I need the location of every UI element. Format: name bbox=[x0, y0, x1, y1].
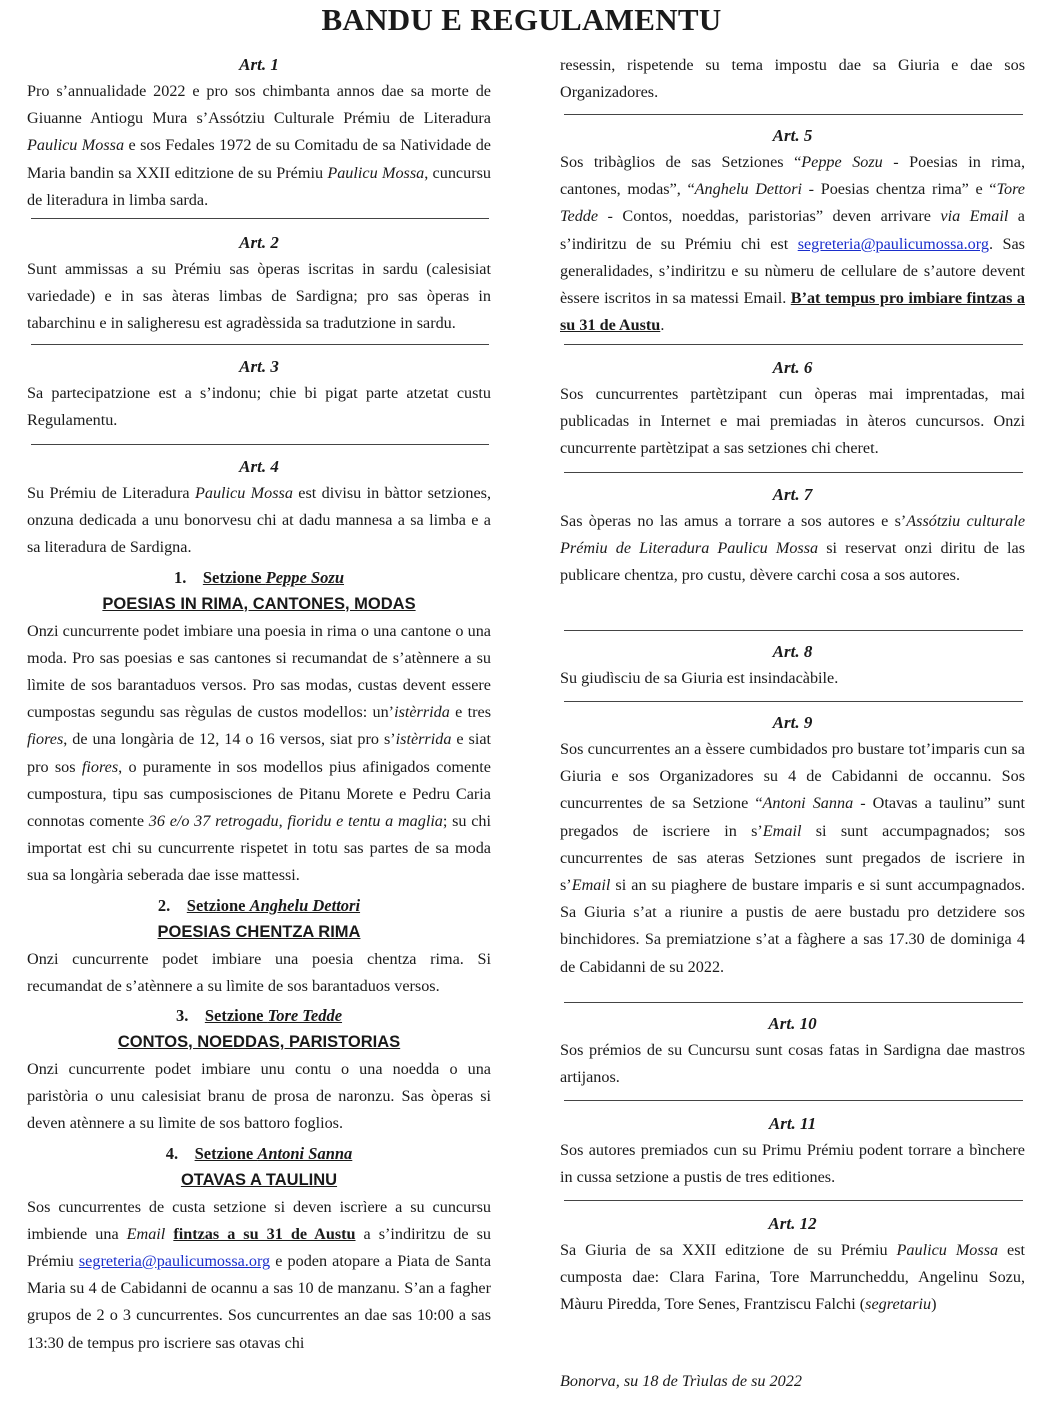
article-10-text: Sos prémios de su Cuncursu sunt cosas fatas in Sardigna dae mastros artijanos. bbox=[560, 1041, 1025, 1087]
article-6 bbox=[560, 355, 1025, 463]
article-10-heading: Art. 10 bbox=[768, 1014, 817, 1033]
article-4-text: Su Prémiu de Literadura Paulicu Mossa est divisu in bàttor setziones, onzuna dedicada a unu bonorvesu chi at dadu mannesa a sa limba e a sa literadura de Sardigna. bbox=[27, 484, 492, 557]
section-1-text: Onzi cuncurrente podet imbiare una poesia in rima o una cantone o una moda. Pro sas poesias e sas cantones si recumandat de s’atènnere a su lìmite de sos barantaduos versos. Pro sas modas, custas devent essere cumpostas segundu sas règulas de custos modellos: un’istèrrida e tres fiores, de una longària de 12, 14 o 16 versos, siat pro s’istèrrida e siat pro sos fiores, o puramente in sos modellos pius afinigados comente cumpostura, tipu sas cumposisciones de Pitanu Morete e Pedru Caria connotas comente 36 e/o 37 retrogadu, fioridu e tentu a maglia; su chi importat est chi su cuncurrente rispetet in totu sas partes de sa moda sua sa longària seberada dae isse mattessi. bbox=[27, 621, 492, 885]
section-3-subtitle: CONTOS, NOEDDAS, PARISTORIAS bbox=[117, 1033, 401, 1052]
section-2-subtitle: POESIAS CHENTZA RIMA bbox=[157, 922, 361, 941]
article-9 bbox=[560, 710, 1025, 981]
section-1-title: 1. Setzione Peppe Sozu bbox=[173, 567, 345, 587]
article-12 bbox=[560, 1211, 1025, 1319]
article-4-heading: Art. 4 bbox=[239, 457, 279, 476]
article-3-heading: Art. 3 bbox=[239, 357, 279, 376]
article-4-continuation bbox=[560, 52, 1025, 106]
article-5-heading: Art. 5 bbox=[772, 126, 813, 145]
divider bbox=[564, 114, 1023, 115]
divider bbox=[564, 1200, 1023, 1201]
section-2-text: Onzi cuncurrente podet imbiare una poesia chentza rima. Si recumandat de s’atènnere a su lìmite de sos barantaduos versos. bbox=[27, 949, 491, 995]
article-7 bbox=[560, 482, 1025, 590]
section-4-subtitle: OTAVAS A TAULINU bbox=[180, 1170, 338, 1189]
article-7-text: Sas òperas no las amus a torrare a sos autores e s’Assótziu culturale Prémiu de Literadura Paulicu Mossa si reservat onzi diritu de las publicare chentza, pro custu, dèvere carchi cosa a sos autores. bbox=[560, 512, 1026, 585]
article-5-text: Sos tribàglios de sas Setziones “Peppe Sozu - Poesias in rima, cantones, modas”, “Anghelu Dettori - Poesias chentza rima” e “Tore Tedde - Contos, noeddas, paristorias” deven arrivare via Email a s’indiritzu de su Prémiu chi est segreteria@paulicumossa.org. Sas generalidades, s’indiritzu e su nùmeru de cellulare de s’autore devent èssere iscritos in sa matessi Email. B’at tempus pro imbiare fintzas a su 31 de Austu. bbox=[560, 153, 1025, 335]
article-2-text: Sunt ammissas a su Prémiu sas òperas iscritas in sardu (calesisiat variedade) e in sas àteras limbas de Sardigna; pro sas òperas in tabarchinu e in saligheresu est agradèssida sa tradutzione in sardu. bbox=[27, 260, 491, 333]
section-2-title: 2. Setzione Anghelu Dettori bbox=[157, 895, 361, 915]
divider bbox=[31, 444, 489, 445]
article-11-heading: Art. 11 bbox=[768, 1114, 817, 1133]
article-12-heading: Art. 12 bbox=[768, 1214, 817, 1233]
article-4 bbox=[27, 454, 491, 1357]
section-4-title: 4. Setzione Antoni Sanna bbox=[165, 1143, 353, 1163]
section-4-text: Sos cuncurrentes de custa setzione si deven iscrìere a su cuncursu imbiende una Email fintzas a su 31 de Austu a s’indiritzu de su Prémiu segreteria@paulicumossa.org e poden atopare a Piata de Santa Maria su 4 de Cabidanni de ocannu a sas 10 de manzanu. S’an a fagher grupos de 2 o 3 cuncurrentes. Sos cuncurrentes an dae sas 10:00 a sas 13:30 de tempus pro iscriere sas otavas chi bbox=[27, 1197, 492, 1352]
section-3-text: Onzi cuncurrente podet imbiare unu contu o una noedda o una paristòria o unu calesisiat branu de prosa de naronzu. Sas òperas si deven atènnere a su lìmite de sos battoro foglios. bbox=[27, 1060, 491, 1133]
signature-date: Bonorva, su 18 de Trìulas de su 2022 bbox=[560, 1372, 802, 1390]
article-11-text: Sos autores premiados cun su Primu Prémiu podent torrare a bìnchere in cussa setzione a pustis de tres editiones. bbox=[560, 1141, 1025, 1187]
divider bbox=[564, 1002, 1023, 1003]
page-title: BANDU E REGULAMENTU bbox=[321, 2, 722, 37]
article-8 bbox=[560, 639, 1025, 692]
article-9-heading: Art. 9 bbox=[772, 713, 813, 732]
article-4-continuation-text: resessin, rispetende su tema impostu dae sa Giuria e dae sos Organizadores. bbox=[560, 56, 1025, 102]
article-8-heading: Art. 8 bbox=[772, 642, 813, 661]
divider bbox=[564, 472, 1023, 473]
article-5 bbox=[560, 123, 1025, 339]
divider bbox=[564, 344, 1023, 345]
article-9-text: Sos cuncurrentes an a èssere cumbidados pro bustare tot’imparis cun sa Giuria e sos Organizadores su 4 de Cabidanni de occannu. Sos cuncurrentes de sa Setzione “Antoni Sanna - Otavas a taulinu” sunt pregados de iscriere in s’Email si sunt accumpagnados; sos cuncurrentes de sas ateras Setziones sunt pregados de iscriere in s’Email si an su piaghere de bustare imparis e si sunt accumpagnados. Sa Giuria s’at a riunire a pustis de aere bustadu pro detzidere sos binchidores. Sa premiatzione s’at a fàghere a sas 17.30 de dominiga 4 de Cabidanni de su 2022. bbox=[560, 740, 1025, 976]
article-7-heading: Art. 7 bbox=[772, 485, 813, 504]
article-1 bbox=[27, 52, 491, 214]
article-12-text: Sa Giuria de sa XXII editzione de su Prémiu Paulicu Mossa est cumposta dae: Clara Farina, Tore Marruncheddu, Angelinu Sozu, Màuru Piredda, Tore Senes, Frantziscu Falchi (segretariu) bbox=[560, 1241, 1025, 1314]
section-3-title: 3. Setzione Tore Tedde bbox=[175, 1006, 343, 1026]
article-1-heading: Art. 1 bbox=[239, 55, 279, 74]
article-8-text: Su giudìsciu de sa Giuria est insindacàbile. bbox=[560, 669, 839, 687]
article-6-text: Sos cuncurrentes partètzipant cun òperas mai imprentadas, mai publicadas in Internet e mai premiadas in àteros cuncursos. Onzi cuncurrente partètzipat a sas setziones chi cheret. bbox=[560, 385, 1025, 458]
divider bbox=[564, 630, 1023, 631]
article-10 bbox=[560, 1011, 1025, 1091]
article-3-text: Sa partecipatzione est a s’indonu; chie bi pigat parte atzetat custu Regulamentu. bbox=[27, 384, 491, 430]
divider bbox=[564, 701, 1023, 702]
divider bbox=[31, 218, 489, 219]
section-1-subtitle: POESIAS IN RIMA, CANTONES, MODAS bbox=[102, 594, 416, 613]
article-2 bbox=[27, 230, 491, 338]
email-link[interactable]: segreteria@paulicumossa.org bbox=[797, 234, 989, 253]
email-link[interactable]: segreteria@paulicumossa.org bbox=[78, 1252, 271, 1271]
article-1-text: Pro s’annualidade 2022 e pro sos chimbanta annos dae sa morte de Giuanne Antiogu Mura s’Assótziu Culturale Prémiu de Literadura Paulicu Mossa e sos Fedales 1972 de su Comitadu de sa Natividade de Maria bandin sa XXII editzione de su Prémiu Paulicu Mossa, cuncursu de literadura in limba sarda. bbox=[27, 82, 491, 209]
divider bbox=[31, 344, 489, 345]
divider bbox=[564, 1100, 1023, 1101]
article-6-heading: Art. 6 bbox=[772, 358, 813, 377]
article-3 bbox=[27, 354, 491, 434]
article-2-heading: Art. 2 bbox=[239, 233, 279, 252]
article-11 bbox=[560, 1111, 1025, 1191]
